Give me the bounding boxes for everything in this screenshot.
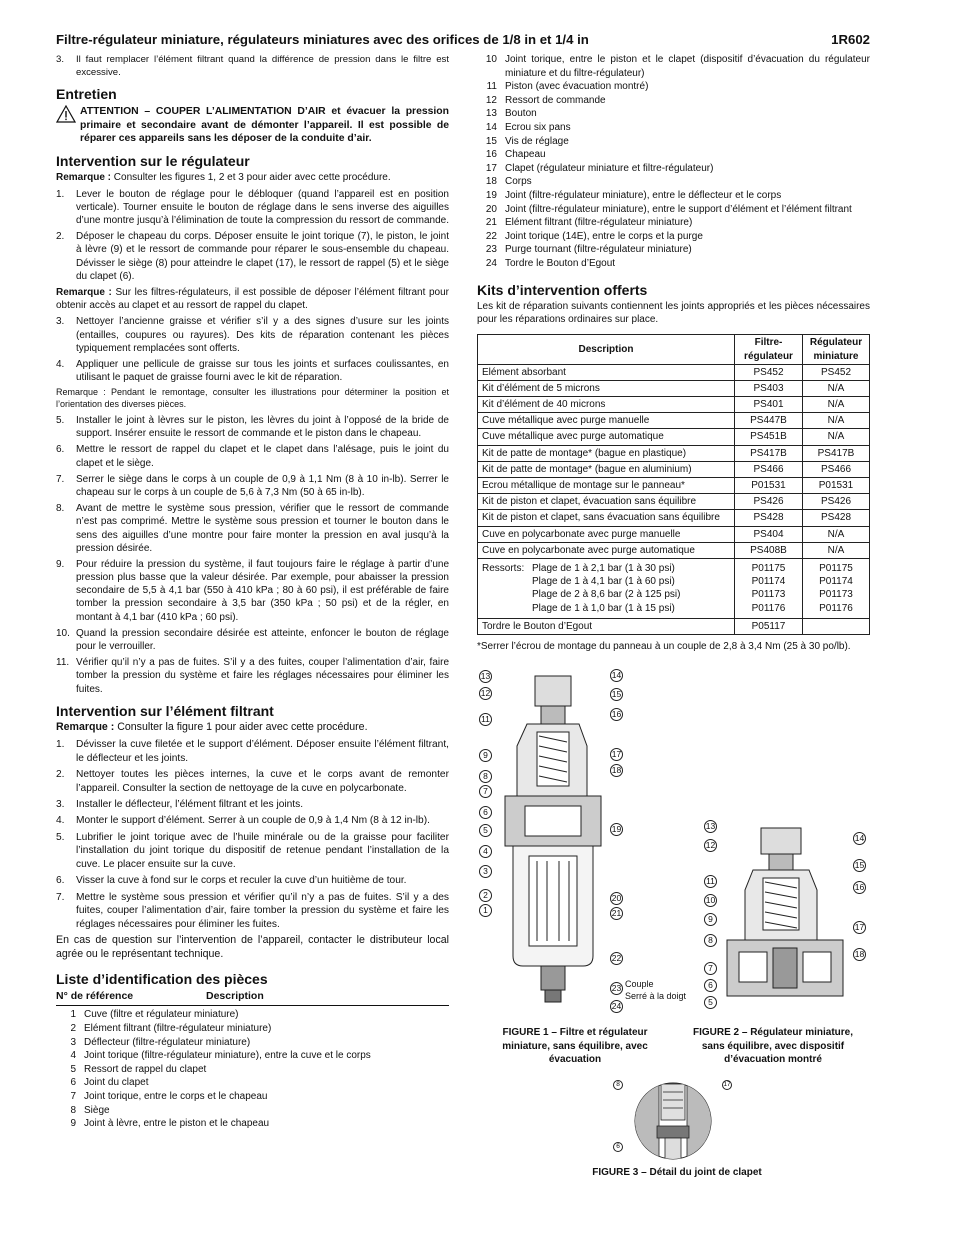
list-item: 3. Il faut remplacer l’élément filtrant quand la différence de pression dans le filtre est excessive.	[56, 54, 449, 78]
table-cell: P01175 P01174 P01173 P01176	[803, 558, 870, 618]
parts-row: 24 Tordre le Bouton d’Egout	[485, 257, 616, 269]
list-item: 8. Avant de mettre le système sous pression, vérifier que le ressort de commande n’est pas comprimé. Mettre le système sous pression et tourner le bouton dans le sens des aiguilles d’une montre pour faire monter la pression en aval jusqu’à la pression désirée.	[56, 503, 449, 554]
table-cell: PS408B	[735, 542, 803, 558]
regulateur-steps	[56, 188, 449, 283]
callout-number: 23	[611, 983, 622, 993]
table-cell: P01175 P01174 P01173 P01176	[735, 558, 803, 618]
list-item: 11. Vérifier qu’il n’y a pas de fuites. S’il y a des fuites, couper l’alimentation d’air, faire tomber la pression du système et faire les réglages nécessaires pour éliminer les fuites.	[56, 657, 449, 695]
page-header	[56, 31, 870, 51]
callout-number: 17	[854, 922, 865, 932]
callout-number: 18	[611, 765, 622, 775]
table-cell: PS426	[735, 494, 803, 510]
table-cell: P01531	[803, 478, 870, 494]
list-item: 6. Mettre le ressort de rappel du clapet et le clapet dans l’alésage, puis le joint du clapet et le siège.	[56, 444, 449, 469]
callout-number: 21	[611, 908, 622, 918]
column-header: Régulateur miniature	[803, 335, 870, 364]
warning-block: ATTENTION – COUPER L’ALIMENTATION D’AIR et évacuer la pression primaire et secondaire avant de démonter l’appareil. Il est possible de réparer ces appareils sans les déposer de la conduite d’air.	[56, 105, 449, 146]
spring-line: Ressorts: Plage de 1 à 2,1 bar (1 à 30 psi)	[482, 562, 675, 574]
table-cell: PS417B	[735, 445, 803, 461]
table-row	[478, 618, 870, 634]
callout-number: 6	[704, 979, 717, 992]
list-item: 5. Lubrifier le joint torique avec de l’huile minérale ou de la graisse pour faciliter l’installation du joint torique du dispositif de retenue pendant l’installation de la cuve. Le placer ensuite sur la cuve.	[56, 831, 449, 870]
list-item: 1. Lever le bouton de réglage pour le débloquer (quand l’appareil est en position verticale). Tourner ensuite le bouton de réglage dans le sens inverse des aiguilles d’une montre jusqu’à l’élimination de toute la compression du ressort de commande.	[56, 188, 449, 227]
figures-area	[477, 662, 877, 1182]
table-cell: PS452	[735, 364, 803, 380]
table-row	[478, 461, 870, 477]
note: Remarque : Sur les filtres-régulateurs, il est possible de déposer l’élément filtrant pour obtenir accès au clapet et au ressort de rappel du clapet.	[56, 286, 450, 312]
column-header: Filtre-régulateur	[735, 335, 803, 364]
table-cell: P01531	[735, 478, 803, 494]
callout-number: 19	[611, 824, 622, 834]
kits-intro: Les kit de réparation suivants contiennent les joints appropriés et les pièces nécessaires pour les réparations ordinaires sur place.	[477, 300, 870, 326]
callout-number: 11	[704, 875, 717, 888]
callout-number: 16	[611, 709, 622, 719]
regulateur-steps-2	[56, 315, 449, 384]
callout-number: 6	[479, 806, 492, 819]
table-cell: Elément absorbant	[478, 364, 735, 380]
callout-number: 15	[611, 689, 622, 699]
callout-number: 12	[705, 840, 716, 850]
table-row	[478, 413, 870, 429]
table-row	[478, 380, 870, 396]
table-cell: PS428	[735, 510, 803, 526]
parts-row: 4 Joint torique (filtre-régulateur miniature), entre la cuve et le corps	[70, 1050, 371, 1062]
parts-row: 11 Piston (avec évacuation montré)	[486, 81, 649, 93]
section-heading-kits: Kits d’intervention offerts	[477, 281, 648, 298]
spring-line: Plage de 2 à 8,6 bar (2 à 125 psi)	[532, 589, 681, 601]
list-item: 7. Mettre le système sous pression et vérifier qu’il n’y a pas de fuites. S’il y a des fuites, couper l’alimentation d’air, faire tomber la pression du système et faire les réglages nécessaires pour éliminer les fuites.	[56, 891, 449, 930]
callout-number: 13	[705, 821, 716, 831]
figure-3-caption: FIGURE 3 – Détail du joint de clapet	[592, 1167, 762, 1178]
callout-number: 16	[854, 882, 865, 892]
table-row	[478, 526, 870, 542]
list-item: 6. Visser la cuve à fond sur le corps et reculer la cuve d’un huitième de tour.	[56, 875, 407, 887]
table-cell: PS466	[735, 461, 803, 477]
right-column	[477, 53, 870, 653]
callout-number: 7	[704, 962, 717, 975]
table-row	[478, 478, 870, 494]
document-code: 1R602	[831, 32, 870, 47]
table-cell: Ecrou métallique de montage sur le panneau*	[478, 478, 735, 494]
table-cell: PS466	[803, 461, 870, 477]
closing-paragraph: En cas de question sur l’intervention de l’appareil, contacter le distributeur local agrée ou le représentant technique.	[56, 934, 449, 961]
list-item: 10. Quand la pression secondaire désirée est atteinte, enfoncer le bouton de réglage pour le verrouiller.	[56, 627, 449, 653]
spring-line: Plage de 1 à 1,0 bar (1 à 15 psi)	[532, 602, 675, 614]
callout-number: 9	[479, 749, 492, 762]
callout-number: 10	[705, 895, 716, 905]
figure-2-drawing	[717, 820, 857, 1010]
table-row-springs	[478, 558, 870, 618]
callout-number: 17	[611, 749, 622, 759]
parts-row: 12 Ressort de commande	[485, 94, 606, 106]
torque-note: Couple Serré à la doigt	[625, 979, 687, 1001]
callout-number: 13	[480, 671, 491, 681]
table-cell: PS401	[735, 397, 803, 413]
table-cell	[803, 618, 870, 634]
callout-number: 2	[479, 889, 492, 902]
table-cell: Kit d’élément de 40 microns	[478, 397, 735, 413]
warning-icon	[56, 105, 76, 123]
table-row	[478, 364, 870, 380]
figure-2-caption: FIGURE 2 – Régulateur miniature, sans équilibre, avec dispositif d’évacuation montré	[692, 1027, 854, 1065]
list-item: 2. Nettoyer toutes les pièces internes, la cuve et le corps avant de remonter l’appareil. Consulter la section de nettoyage de la cuve en polycarbonate.	[56, 769, 449, 794]
kits-table	[477, 334, 870, 635]
table-row	[478, 397, 870, 413]
list-item: 3. Installer le déflecteur, l’élément filtrant et les joints.	[56, 799, 304, 811]
column-header: Description	[478, 335, 735, 364]
callout-number: 9	[704, 913, 717, 926]
table-cell: Kit de patte de montage* (bague en plastique)	[478, 445, 735, 461]
section-heading-filtrant: Intervention sur l’élément filtrant	[56, 702, 274, 719]
callout-number: 3	[479, 865, 492, 878]
note: Remarque : Consulter les figures 1, 2 et 3 pour aider avec cette procédure.	[56, 172, 391, 184]
parts-row: 14 Ecrou six pans	[485, 121, 571, 133]
table-header-row	[478, 335, 870, 364]
callout-number: 5	[479, 824, 492, 837]
list-item: 1. Dévisser la cuve filetée et le support d’élément. Déposer ensuite l’élément filtrant, le déflecteur et les joints.	[56, 739, 449, 764]
note: Remarque : Pendant le remontage, consulter les illustrations pour déterminer la position et l’orientation des diverses pièces.	[56, 387, 449, 410]
list-item: 5. Installer le joint à lèvres sur le piston, les lèvres du joint à l’opposé de la bride de support. Insérer ensuite le ressort de commande et le piston dans le chapeau.	[56, 415, 449, 440]
table-cell: N/A	[803, 380, 870, 396]
table-cell: N/A	[803, 413, 870, 429]
left-column	[56, 54, 449, 1131]
table-row	[478, 542, 870, 558]
callout-number: 5	[704, 996, 717, 1009]
callout-number: 14	[854, 833, 865, 843]
section-heading-regulateur: Intervention sur le régulateur	[56, 152, 250, 169]
parts-row: 23 Purge tournant (filtre-régulateur miniature)	[485, 244, 692, 256]
table-cell: Kit de piston et clapet, évacuation sans équilibre	[478, 494, 735, 510]
table-row	[478, 494, 870, 510]
parts-row: 8 Siège	[70, 1104, 110, 1116]
callout-number: 1	[479, 904, 492, 917]
parts-list	[56, 1008, 449, 1130]
figure-3-drawing	[627, 1080, 719, 1162]
callout-number: 8	[479, 770, 492, 783]
table-cell: Cuve en polycarbonate avec purge automatique	[478, 542, 735, 558]
list-item: 2. Déposer le chapeau du corps. Déposer ensuite le joint torique (7), le piston, le joint à lèvre (9) et le ressort de commande pour réparer le sous-ensemble du chapeau. Dévisser le siège (8) pour atteindre le clapet (17), le ressort de rappel (5) et le siège du clapet (6).	[56, 231, 449, 282]
parts-row: 5 Ressort de rappel du clapet	[70, 1063, 207, 1075]
parts-row: 10 Joint torique, entre le piston et le clapet (dispositif d’évacuation du régulateur miniature et du filtre-régulateur)	[485, 54, 870, 79]
list-item: 9. Pour réduire la pression du système, il faut toujours faire le réglage à partir d’une pression plus basse que la valeur désirée. Par exemple, pour abaisser la pression secondaire de 5,5 à 4,1 bar (550 à 410 kPa ; 80 à 60 psi), il est préférable de faire tomber la pression secondaire à 3,5 bar (350 kPa ; 50 psi) et de la régler, en montant à 4,1 bar (410 kPa ; 60 psi).	[56, 558, 449, 623]
parts-row: 20 Joint (filtre-régulateur miniature), entre le support d’élément et l’élément filtrant	[485, 203, 852, 215]
table-cell: P05117	[735, 618, 803, 634]
table-cell	[478, 558, 735, 618]
regulateur-steps-3	[56, 414, 449, 696]
callout-number: 18	[854, 949, 865, 959]
filtrant-steps	[56, 738, 449, 931]
table-cell: Kit de piston et clapet, sans évacuation sans équilibre	[478, 510, 735, 526]
parts-row: 9 Joint à lèvre, entre le piston et le chapeau	[70, 1118, 270, 1130]
table-row	[478, 429, 870, 445]
callout-number: 11	[479, 713, 492, 726]
callout-number: 8	[613, 1080, 623, 1090]
table-cell: PS404	[735, 526, 803, 542]
table-cell: PS452	[803, 364, 870, 380]
callout-number: 8	[704, 934, 717, 947]
list-item: 4. Monter le support d’élément. Serrer à un couple de 0,9 à 1,4 Nm (8 à 12 in-lb).	[56, 815, 430, 827]
callout-number: 7	[479, 785, 492, 798]
spring-line: Plage de 1 à 4,1 bar (1 à 60 psi)	[532, 576, 675, 588]
table-cell: N/A	[803, 429, 870, 445]
list-item: 3. Nettoyer l’ancienne graisse et vérifier s’il y a des signes d’usure sur les joints (entailles, coupures ou rayures). Des kits de réparation contenant les pièces typiquement remplacées sont offerts.	[56, 316, 449, 354]
table-cell: Kit de patte de montage* (bague en aluminium)	[478, 461, 735, 477]
section-heading-entretien: Entretien	[56, 86, 117, 103]
callout-number: 20	[611, 893, 622, 903]
table-cell: Cuve métallique avec purge manuelle	[478, 413, 735, 429]
table-cell: PS417B	[803, 445, 870, 461]
callout-number: 24	[611, 1001, 622, 1011]
parts-row: 19 Joint (filtre-régulateur miniature), entre le déflecteur et le corps	[485, 189, 782, 201]
parts-row: 13 Bouton	[485, 108, 537, 120]
parts-row: 2 Elément filtrant (filtre-régulateur miniature)	[70, 1022, 272, 1034]
table-cell: PS426	[803, 494, 870, 510]
table-cell: PS451B	[735, 429, 803, 445]
parts-row: 18 Corps	[485, 176, 532, 188]
callout-number: 15	[854, 860, 865, 870]
table-cell: PS403	[735, 380, 803, 396]
parts-row: 3 Déflecteur (filtre-régulateur miniature)	[70, 1036, 251, 1048]
callout-number: 22	[611, 953, 622, 963]
note: Remarque : Consulter la figure 1 pour aider avec cette procédure.	[56, 721, 368, 734]
parts-row: 16 Chapeau	[485, 149, 546, 161]
list-item: 7. Serrer le siège dans le corps à un couple de 0,9 à 1,1 Nm (8 à 10 in-lb). Serrer le chapeau sur le corps à un couple de 5,6 à 7,3 Nm (50 à 65 in-lb).	[56, 473, 449, 498]
table-row	[478, 445, 870, 461]
callout-number: 12	[480, 688, 491, 698]
parts-row: 22 Joint torique (14E), entre le corps et la purge	[485, 230, 703, 242]
kits-table-body	[478, 364, 870, 634]
kits-footnote: *Serrer l’écrou de montage du panneau à un couple de 2,8 à 3,4 Nm (25 à 30 po/lb).	[477, 640, 851, 652]
parts-table-header: N° de référence Description	[56, 990, 449, 1007]
table-cell: Tordre le Bouton d’Egout	[478, 618, 735, 634]
table-cell: Cuve métallique avec purge automatique	[478, 429, 735, 445]
callout-number: 6	[613, 1142, 623, 1152]
table-cell: PS428	[803, 510, 870, 526]
parts-row: 21 Elément filtrant (filtre-régulateur miniature)	[485, 217, 693, 229]
figure-1-drawing	[477, 666, 677, 1016]
callout-number: 4	[479, 845, 492, 858]
page-title: Filtre-régulateur miniature, régulateurs miniatures avec des orifices de 1/8 in et 1/4 in	[56, 32, 589, 47]
list-item: 4. Appliquer une pellicule de graisse sur tous les joints et surfaces coulissantes, en utilisant le paquet de graisse fourni avec le kit de réparation.	[56, 358, 449, 384]
parts-row: 1 Cuve (filtre et régulateur miniature)	[70, 1009, 239, 1021]
table-cell: Cuve en polycarbonate avec purge manuelle	[478, 526, 735, 542]
parts-row: 7 Joint torique, entre le corps et le chapeau	[70, 1090, 268, 1102]
parts-row: 17 Clapet (régulateur miniature et filtre-régulateur)	[485, 162, 714, 174]
parts-row: 15 Vis de réglage	[485, 135, 569, 147]
table-cell: PS447B	[735, 413, 803, 429]
table-cell: N/A	[803, 542, 870, 558]
callout-number: 17	[723, 1081, 731, 1088]
table-cell: N/A	[803, 397, 870, 413]
section-heading-parts: Liste d’identification des pièces	[56, 971, 268, 988]
parts-row: 6 Joint du clapet	[70, 1077, 149, 1089]
callout-number: 14	[611, 670, 622, 680]
parts-list-continued	[477, 53, 870, 271]
table-cell: N/A	[803, 526, 870, 542]
table-cell: Kit d’élément de 5 microns	[478, 380, 735, 396]
table-row	[478, 510, 870, 526]
figure-1-caption: FIGURE 1 – Filtre et régulateur miniature, sans équilibre, avec évacuation	[502, 1027, 648, 1065]
